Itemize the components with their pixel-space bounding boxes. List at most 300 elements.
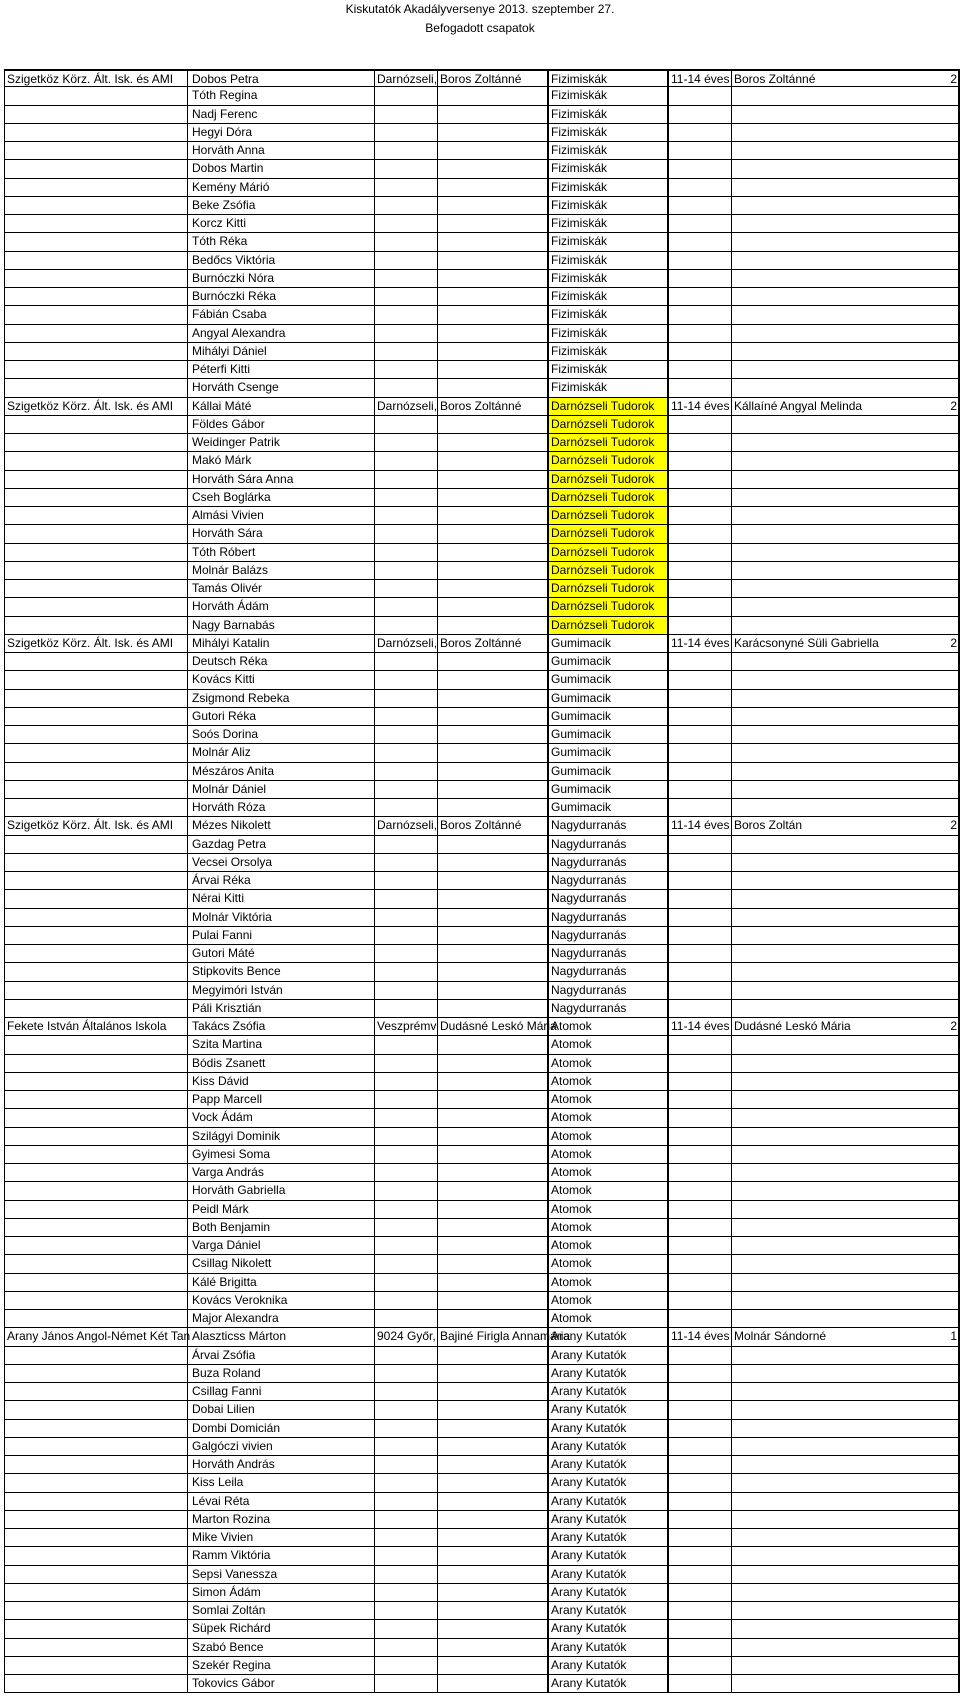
table-row <box>4 726 960 744</box>
city-cell <box>374 179 437 196</box>
team-name-cell: Arany Kutatók <box>547 1566 669 1583</box>
table-row <box>4 160 960 178</box>
table-row <box>4 982 960 1000</box>
coach-cell <box>731 1274 946 1291</box>
teacher-cell <box>437 1639 547 1656</box>
count-cell <box>946 708 959 725</box>
teacher-cell <box>437 744 547 761</box>
city-cell <box>374 233 437 250</box>
age-group-cell <box>669 1237 731 1254</box>
team-name-cell: Gumimacik <box>547 781 669 798</box>
teacher-cell: Boros Zoltánné <box>437 71 547 86</box>
team-name-cell: Darnózseli Tudorok <box>547 507 669 524</box>
age-group-cell <box>669 836 731 853</box>
age-group-cell <box>669 288 731 305</box>
city-cell <box>374 799 437 816</box>
team-name-cell: Arany Kutatók <box>547 1639 669 1656</box>
team-name-cell: Nagydurranás <box>547 836 669 853</box>
age-group-cell <box>669 927 731 944</box>
table-row <box>4 635 960 653</box>
teacher-cell <box>437 197 547 214</box>
team-name-cell: Darnózseli Tudorok <box>547 525 669 542</box>
city-cell <box>374 1182 437 1199</box>
count-cell <box>946 1274 959 1291</box>
member-name-cell: Tokovics Gábor <box>192 1676 275 1690</box>
team-name-cell: Fizimiskák <box>547 288 669 305</box>
member-name-cell: Both Benjamin <box>192 1219 271 1234</box>
member-name-cell: Horváth Róza <box>192 800 266 814</box>
count-cell <box>946 87 959 104</box>
team-name-cell: Fizimiskák <box>547 106 669 123</box>
city-cell: Darnózseli, <box>374 635 437 652</box>
member-name-cell: Dombi Domicián <box>192 1420 281 1435</box>
age-group-cell <box>669 197 731 214</box>
count-cell <box>946 1091 959 1108</box>
count-cell <box>946 854 959 871</box>
city-cell <box>374 1310 437 1327</box>
count-cell <box>946 1109 959 1126</box>
teacher-cell <box>437 1292 547 1309</box>
coach-cell <box>731 1529 946 1546</box>
age-group-cell <box>669 1675 731 1692</box>
city-cell <box>374 1383 437 1400</box>
member-name-cell: Zsigmond Rebeka <box>192 690 290 705</box>
school-cell <box>5 379 188 396</box>
coach-cell <box>731 1547 946 1564</box>
count-cell <box>946 562 959 579</box>
coach-cell <box>731 452 946 469</box>
table-row <box>4 909 960 927</box>
table-row <box>4 1438 960 1456</box>
teacher-cell <box>437 1602 547 1619</box>
table-row <box>4 124 960 142</box>
age-group-cell <box>669 982 731 999</box>
teacher-cell <box>437 1036 547 1053</box>
school-cell: Fekete István Általános Iskola <box>5 1018 188 1035</box>
age-group-cell: 11-14 éves <box>671 398 730 413</box>
table-row <box>4 1383 960 1401</box>
age-group-cell <box>669 179 731 196</box>
team-name-cell: Atomok <box>547 1055 669 1072</box>
team-name-cell: Atomok <box>547 1146 669 1163</box>
teacher-cell <box>437 854 547 871</box>
table-row <box>4 1474 960 1492</box>
school-cell: Arany János Angol-Német Két Tan <box>5 1328 188 1345</box>
table-row <box>4 1036 960 1054</box>
age-group-cell <box>669 215 731 232</box>
city-cell <box>374 1401 437 1418</box>
table-row <box>4 1128 960 1146</box>
coach-cell <box>731 325 946 342</box>
age-group-cell <box>669 1602 731 1619</box>
age-group-cell <box>669 1164 731 1181</box>
age-group-cell <box>669 1292 731 1309</box>
team-name-cell: Fizimiskák <box>547 197 669 214</box>
table-row <box>4 1365 960 1383</box>
member-name-cell: Sepsi Vanessza <box>192 1566 278 1581</box>
teacher-cell <box>437 544 547 561</box>
team-name-cell: Atomok <box>547 1182 669 1199</box>
school-cell <box>5 872 188 889</box>
count-cell <box>946 507 959 524</box>
school-cell <box>5 197 188 214</box>
member-name-cell: Péterfi Kitti <box>192 362 251 376</box>
city-cell <box>374 87 437 104</box>
school-cell <box>5 763 188 780</box>
member-name-cell: Kemény Márió <box>192 179 270 194</box>
age-group-cell <box>669 1456 731 1473</box>
team-name-cell: Arany Kutatók <box>547 1529 669 1546</box>
coach-cell <box>731 471 946 488</box>
city-cell: Darnózseli, <box>374 398 437 415</box>
table-row <box>4 562 960 580</box>
city-cell <box>374 1055 437 1072</box>
city-cell <box>374 270 437 287</box>
teacher-cell <box>437 708 547 725</box>
school-cell <box>5 1055 188 1072</box>
teacher-cell <box>437 489 547 506</box>
count-cell <box>946 799 959 816</box>
city-cell <box>374 124 437 141</box>
teams-table <box>4 69 960 1693</box>
school-cell <box>5 1237 188 1254</box>
school-cell <box>5 1146 188 1163</box>
teacher-cell <box>437 1401 547 1418</box>
coach-cell <box>731 1219 946 1236</box>
coach-cell: Kállaíné Angyal Melinda <box>731 398 946 415</box>
coach-cell <box>731 1620 946 1637</box>
count-cell <box>946 197 959 214</box>
member-name-cell: Somlai Zoltán <box>192 1603 266 1617</box>
coach-cell <box>731 1456 946 1473</box>
teacher-cell <box>437 252 547 269</box>
school-cell <box>5 1128 188 1145</box>
coach-cell <box>731 909 946 926</box>
table-row <box>4 270 960 288</box>
city-cell <box>374 379 437 396</box>
school-cell <box>5 708 188 725</box>
member-name-cell: Marton Rozina <box>192 1511 271 1526</box>
age-group-cell <box>669 781 731 798</box>
member-name-cell: Stipkovits Bence <box>192 964 281 979</box>
coach-cell <box>731 343 946 360</box>
table-row <box>4 471 960 489</box>
team-name-cell: Gumimacik <box>547 671 669 688</box>
teacher-cell <box>437 1529 547 1546</box>
member-name-cell: Mézes Nikolett <box>192 818 271 833</box>
table-row <box>4 106 960 124</box>
teacher-cell <box>437 124 547 141</box>
age-group-cell <box>669 1420 731 1437</box>
school-cell <box>5 124 188 141</box>
city-cell <box>374 1584 437 1601</box>
table-row <box>4 1109 960 1127</box>
school-cell <box>5 179 188 196</box>
member-name-cell: Major Alexandra <box>192 1311 279 1325</box>
school-cell: Szigetköz Körz. Ált. Isk. és AMI <box>5 398 188 415</box>
member-name-cell: Varga András <box>192 1165 264 1179</box>
team-name-cell: Darnózseli Tudorok <box>547 544 669 561</box>
member-name-cell: Dobos Martin <box>192 161 264 176</box>
coach-cell <box>731 1146 946 1163</box>
age-group-cell <box>669 1182 731 1199</box>
teacher-cell <box>437 690 547 707</box>
member-name-cell: Angyal Alexandra <box>192 325 286 340</box>
school-cell <box>5 1182 188 1199</box>
age-group-cell <box>669 1566 731 1583</box>
coach-cell <box>731 927 946 944</box>
teacher-cell <box>437 1201 547 1218</box>
teacher-cell <box>437 927 547 944</box>
city-cell <box>374 1274 437 1291</box>
table-row <box>4 1566 960 1584</box>
member-name-cell: Deutsch Réka <box>192 654 268 668</box>
team-name-cell: Arany Kutatók <box>547 1584 669 1601</box>
school-cell <box>5 1529 188 1546</box>
member-name-cell: Peidl Márk <box>192 1201 249 1216</box>
teacher-cell <box>437 1255 547 1272</box>
school-cell <box>5 489 188 506</box>
city-cell <box>374 1237 437 1254</box>
coach-cell <box>731 781 946 798</box>
table-row <box>4 1511 960 1529</box>
coach-cell <box>731 945 946 962</box>
coach-cell <box>731 1401 946 1418</box>
school-cell <box>5 1639 188 1656</box>
city-cell <box>374 1000 437 1017</box>
count-cell <box>946 160 959 177</box>
member-name-cell: Kálé Brigitta <box>192 1274 257 1289</box>
coach-cell <box>731 379 946 396</box>
table-row <box>4 1073 960 1091</box>
count-cell <box>946 325 959 342</box>
team-name-cell: Gumimacik <box>547 799 669 816</box>
school-cell <box>5 544 188 561</box>
team-name-cell: Darnózseli Tudorok <box>547 434 669 451</box>
table-row <box>4 1182 960 1200</box>
table-row <box>4 653 960 671</box>
school-cell <box>5 580 188 597</box>
team-name-cell: Gumimacik <box>547 708 669 725</box>
teacher-cell <box>437 726 547 743</box>
team-name-cell: Atomok <box>547 1018 669 1035</box>
member-name-cell: Nérai Kitti <box>192 891 245 906</box>
city-cell <box>374 306 437 323</box>
teacher-cell <box>437 1347 547 1364</box>
teacher-cell <box>437 1584 547 1601</box>
coach-cell: Boros Zoltánné <box>731 71 946 86</box>
member-name-cell: Csillag Fanni <box>192 1384 262 1398</box>
team-name-cell: Atomok <box>547 1109 669 1126</box>
age-group-cell <box>669 1438 731 1455</box>
team-name-cell: Nagydurranás <box>547 872 669 889</box>
age-group-cell <box>669 306 731 323</box>
table-row <box>4 1529 960 1547</box>
age-group-cell <box>669 1365 731 1382</box>
teacher-cell <box>437 580 547 597</box>
school-cell <box>5 1420 188 1437</box>
school-cell <box>5 1456 188 1473</box>
coach-cell <box>731 726 946 743</box>
table-row <box>4 1401 960 1419</box>
table-row <box>4 744 960 762</box>
city-cell <box>374 708 437 725</box>
count-cell <box>946 945 959 962</box>
team-name-cell: Gumimacik <box>547 635 669 652</box>
table-row <box>4 927 960 945</box>
teacher-cell <box>437 963 547 980</box>
table-row <box>4 398 960 416</box>
city-cell <box>374 1456 437 1473</box>
school-cell <box>5 1000 188 1017</box>
table-row <box>4 1310 960 1328</box>
count-cell <box>946 434 959 451</box>
age-group-cell <box>669 1493 731 1510</box>
school-cell: Szigetköz Körz. Ált. Isk. és AMI <box>5 635 188 652</box>
age-group-cell <box>669 653 731 670</box>
teacher-cell <box>437 1146 547 1163</box>
count-cell <box>946 252 959 269</box>
coach-cell <box>731 197 946 214</box>
school-cell <box>5 306 188 323</box>
city-cell <box>374 343 437 360</box>
table-row <box>4 489 960 507</box>
team-name-cell: Arany Kutatók <box>547 1474 669 1491</box>
teacher-cell <box>437 562 547 579</box>
team-name-cell: Arany Kutatók <box>547 1493 669 1510</box>
city-cell <box>374 763 437 780</box>
city-cell <box>374 744 437 761</box>
age-group-cell <box>669 416 731 433</box>
count-cell <box>946 1584 959 1601</box>
coach-cell <box>731 1420 946 1437</box>
teacher-cell <box>437 1091 547 1108</box>
member-name-cell: Szabó Bence <box>192 1639 264 1654</box>
member-name-cell: Mihályi Dániel <box>192 343 267 358</box>
member-name-cell: Molnár Viktória <box>192 909 272 924</box>
team-name-cell: Darnózseli Tudorok <box>547 452 669 469</box>
age-group-cell <box>669 525 731 542</box>
table-row <box>4 197 960 215</box>
coach-cell <box>731 252 946 269</box>
age-group-cell: 11-14 éves <box>671 72 730 86</box>
teacher-cell <box>437 1073 547 1090</box>
city-cell <box>374 1091 437 1108</box>
member-name-cell: Molnár Aliz <box>192 745 251 760</box>
team-name-cell: Arany Kutatók <box>547 1420 669 1437</box>
school-cell <box>5 1620 188 1637</box>
member-name-cell: Horváth Csenge <box>192 380 279 395</box>
count-cell <box>946 890 959 907</box>
school-cell <box>5 890 188 907</box>
count-cell <box>946 288 959 305</box>
school-cell <box>5 1255 188 1272</box>
team-name-cell: Nagydurranás <box>547 945 669 962</box>
school-cell <box>5 927 188 944</box>
school-cell <box>5 744 188 761</box>
table-row <box>4 1639 960 1657</box>
member-name-cell: Tóth Róbert <box>192 544 256 559</box>
teacher-cell <box>437 671 547 688</box>
coach-cell <box>731 1255 946 1272</box>
age-group-cell <box>669 580 731 597</box>
coach-cell <box>731 1566 946 1583</box>
age-group-cell <box>669 343 731 360</box>
city-cell <box>374 471 437 488</box>
city-cell <box>374 854 437 871</box>
member-name-cell: Fábián Csaba <box>192 307 267 322</box>
age-group-cell <box>669 1347 731 1364</box>
city-cell <box>374 963 437 980</box>
count-cell <box>946 1602 959 1619</box>
teacher-cell <box>437 890 547 907</box>
age-group-cell: 11-14 éves <box>671 635 730 650</box>
city-cell <box>374 671 437 688</box>
member-name-cell: Bedőcs Viktória <box>192 252 276 267</box>
table-row <box>4 87 960 105</box>
coach-cell <box>731 1109 946 1126</box>
school-cell <box>5 726 188 743</box>
count-cell <box>946 306 959 323</box>
age-group-cell <box>669 1474 731 1491</box>
city-cell: Darnózseli, <box>374 817 437 834</box>
count-cell <box>946 1201 959 1218</box>
school-cell <box>5 106 188 123</box>
age-group-cell <box>669 142 731 159</box>
team-name-cell: Fizimiskák <box>547 343 669 360</box>
team-name-cell: Nagydurranás <box>547 890 669 907</box>
school-cell <box>5 653 188 670</box>
school-cell <box>5 142 188 159</box>
count-cell <box>946 124 959 141</box>
teacher-cell <box>437 471 547 488</box>
coach-cell <box>731 1000 946 1017</box>
team-name-cell: Gumimacik <box>547 763 669 780</box>
coach-cell: Boros Zoltán <box>731 817 946 834</box>
team-name-cell: Atomok <box>547 1219 669 1236</box>
count-cell <box>946 598 959 615</box>
count-cell <box>946 1383 959 1400</box>
count-cell <box>946 872 959 889</box>
count-cell <box>946 744 959 761</box>
table-row <box>4 836 960 854</box>
city-cell <box>374 890 437 907</box>
team-name-cell: Arany Kutatók <box>547 1602 669 1619</box>
count-cell <box>946 1566 959 1583</box>
count-cell <box>946 1182 959 1199</box>
school-cell <box>5 1365 188 1382</box>
table-row <box>4 1255 960 1273</box>
city-cell <box>374 690 437 707</box>
member-name-cell: Páli Krisztián <box>192 1000 262 1015</box>
count-cell <box>946 726 959 743</box>
team-name-cell: Arany Kutatók <box>547 1620 669 1637</box>
teacher-cell <box>437 872 547 889</box>
team-name-cell: Arany Kutatók <box>547 1456 669 1473</box>
coach-cell <box>731 270 946 287</box>
city-cell <box>374 416 437 433</box>
age-group-cell <box>669 963 731 980</box>
team-name-cell: Fizimiskák <box>547 379 669 396</box>
table-row <box>4 142 960 160</box>
team-name-cell: Arany Kutatók <box>547 1347 669 1364</box>
coach-cell: Dudásné Leskó Mária <box>731 1018 946 1035</box>
coach-cell <box>731 1347 946 1364</box>
team-name-cell: Nagydurranás <box>547 982 669 999</box>
city-cell <box>374 781 437 798</box>
count-cell <box>946 1401 959 1418</box>
member-name-cell: Süpek Richárd <box>192 1621 271 1636</box>
